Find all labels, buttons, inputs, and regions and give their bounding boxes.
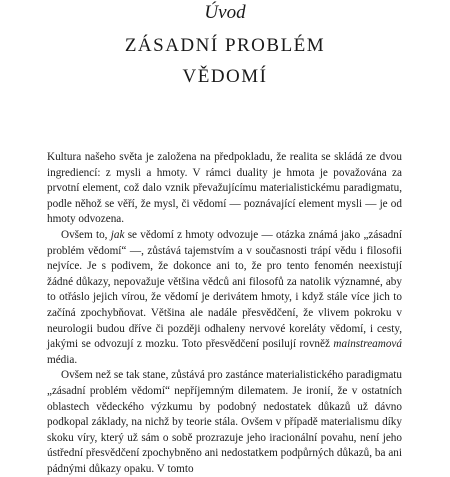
- body-text: [47, 150, 402, 477]
- text-run: média.: [47, 353, 78, 366]
- paragraph-2: [47, 228, 402, 368]
- text-run: se vědomí z hmoty odvozuje — otázka známá jako „zásadní problém vědomí“ —, zůstává tajemstvím a v současnosti trápí vědu i filosofii nejvíce. Je s podivem, že dokonce ani to, že pro tento fenomén neexistují žádné důkazy, nepovažuje většina vědců ani filosofů za natolik významné, aby to otřáslo jejich vírou, že vědomí je derivátem hmoty, i když stále více jich to začíná zpochybňovat. Většina ale nadále přesvědčení, že vlivem pokroku v neurologii budou dříve či později odhaleny nervové koreláty vědomí, i cesty, jakými se odvozují z mozku. Toto přesvědčení posilují rovněž: [47, 228, 402, 351]
- text-run: Kultura našeho světa je založena na předpokladu, že realita se skládá ze dvou ingrediencí: z mysli a hmoty. V rámci duality je hmota je považována za prvotní element, což dalo vznik převažujícímu materialistickému paradigmatu, podle něhož se věří, že mysl, či vědomí — poznávající element mysli — je od hmoty odvozena.: [47, 151, 402, 226]
- text-run: Ovšem než se tak stane, zůstává pro zastánce materialistického paradigmatu „zásadní problém vědomí“ nepříjemným dilematem. Je ironií, že v ostatních oblastech vědeckého výzkumu by podobný nedostatek důkazů už dávno podkopal základy, na nichž by teorie stála. Ovšem v případě materialismu díky skoku víry, který už sám o sobě prozrazuje jeho iracionální povahu, není jeho ústřední přesvědčení zpochybněno ani nedostatkem podpůrných důkazů, ba ani pádnými důkazy opaku. V tomto: [47, 369, 402, 475]
- chapter-label: Úvod: [204, 2, 246, 23]
- emphasis-mainstreamova: mainstreamová: [333, 338, 402, 351]
- paragraph-3: [47, 368, 402, 477]
- paragraph-1: [47, 150, 402, 228]
- chapter-title: [0, 30, 450, 92]
- text-run: Ovšem to,: [61, 228, 111, 241]
- chapter-title-line-1: ZÁSADNÍ PROBLÉM: [124, 35, 326, 56]
- emphasis-jak: jak: [110, 228, 125, 241]
- chapter-title-line-2: VĚDOMÍ: [182, 66, 268, 87]
